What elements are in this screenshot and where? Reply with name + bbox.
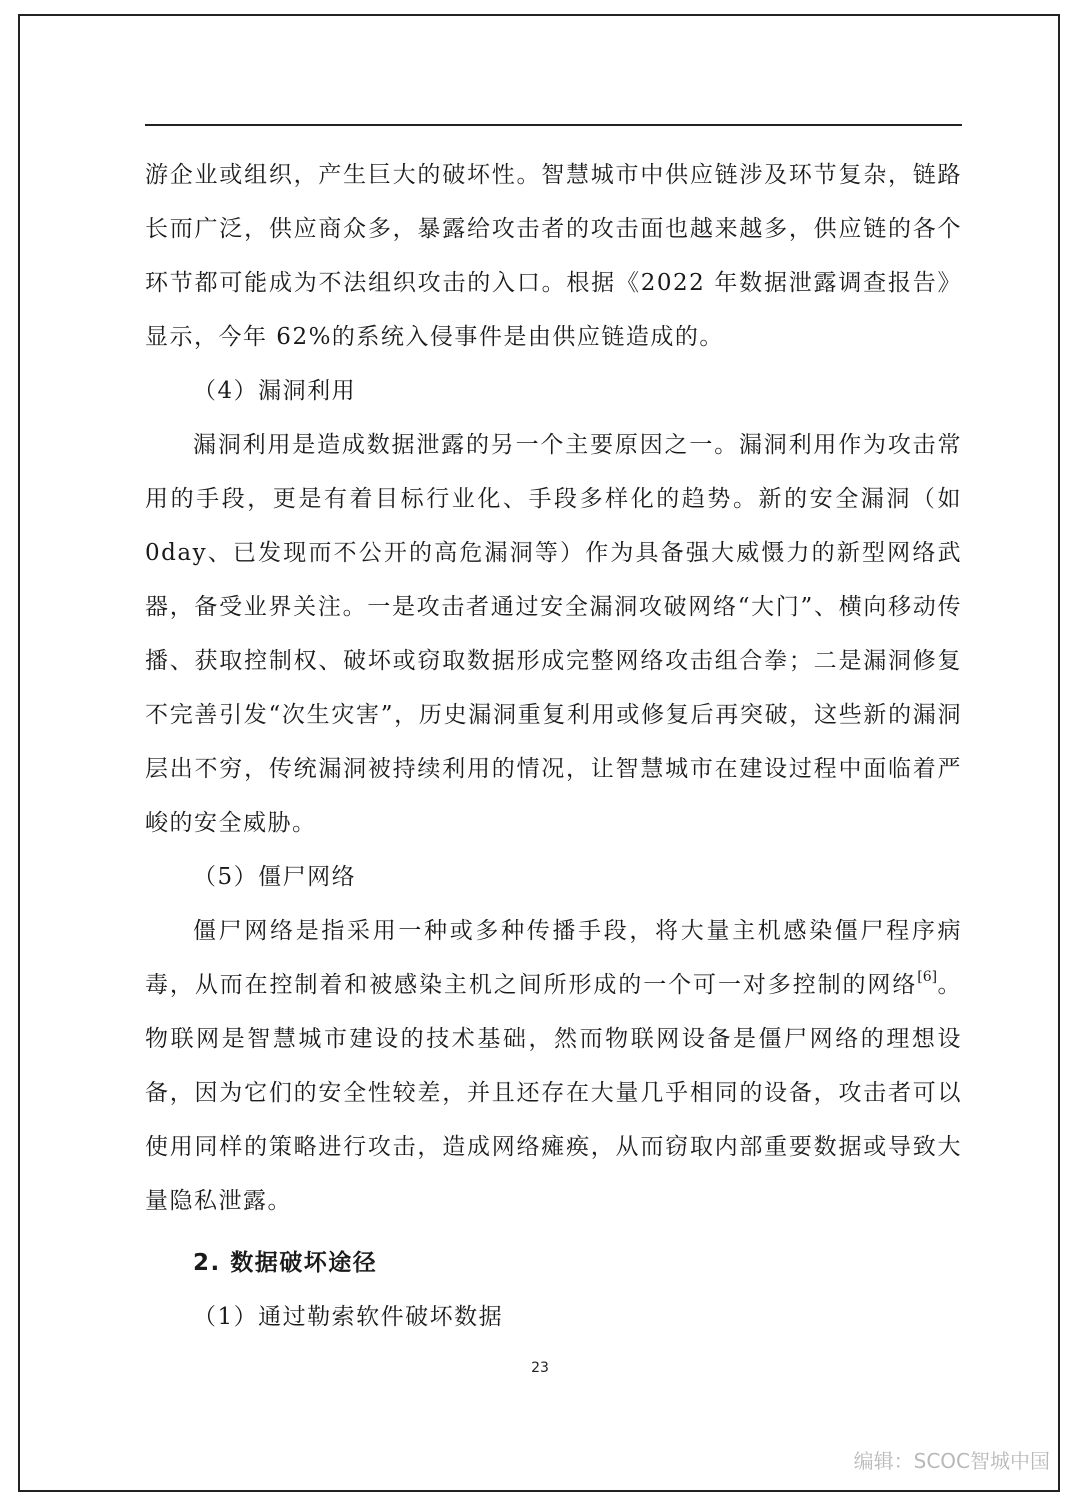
paragraph	[145, 418, 962, 850]
paragraph-text: 。物联网是智慧城市建设的技术基础，然而物联网设备是僵尸网络的理想设备，因为它们的安全性较差，并且还存在大量几乎相同的设备，攻击者可以使用同样的策略进行攻击，造成网络瘫痪，从而窃取内部重要数据或导致大量隐私泄露。	[145, 972, 963, 1214]
paragraph-text: 漏洞利用是造成数据泄露的另一个主要原因之一。漏洞利用作为攻击常用的手段，更是有着目标行业化、手段多样化的趋势。新的安全漏洞（如 0day、已发现而不公开的高危漏洞等）作为具备强大威慑力的新型网络武器，备受业界关注。一是攻击者通过安全漏洞攻破网络“大门”、横向移动传播、获取控制权、破坏或窃取数据形成完整网络攻击组合拳；二是漏洞修复不完善引发“次生灾害”，历史漏洞重复利用或修复后再突破，这些新的漏洞层出不穷，传统漏洞被持续利用的情况，让智慧城市在建设过程中面临着严峻的安全威胁。	[145, 432, 962, 836]
section-title: 2. 数据破坏途径	[193, 1250, 378, 1276]
paragraph: 游企业或组织，产生巨大的破坏性。智慧城市中供应链涉及环节复杂，链路长而广泛，供应商众多，暴露给攻击者的攻击面也越来越多，供应链的各个环节都可能成为不法组织攻击的入口。根据《2022 年数据泄露调查报告》显示，今年 62%的系统入侵事件是由供应链造成的。	[145, 162, 962, 350]
subheading: （5）僵尸网络	[193, 864, 357, 890]
citation-reference: [6]	[917, 969, 938, 985]
header-divider	[145, 124, 962, 126]
watermark: 编辑：SCOC智城中国	[853, 1449, 1050, 1473]
subheading: （1）通过勒索软件破坏数据	[193, 1304, 504, 1330]
subheading: （4）漏洞利用	[193, 378, 357, 404]
paragraph-text: 僵尸网络是指采用一种或多种传播手段，将大量主机感染僵尸程序病毒，从而在控制着和被感染主机之间所形成的一个可一对多控制的网络	[145, 918, 962, 998]
paragraph	[145, 904, 962, 1228]
page-number: 23	[531, 1360, 549, 1376]
document-body	[145, 148, 962, 1344]
